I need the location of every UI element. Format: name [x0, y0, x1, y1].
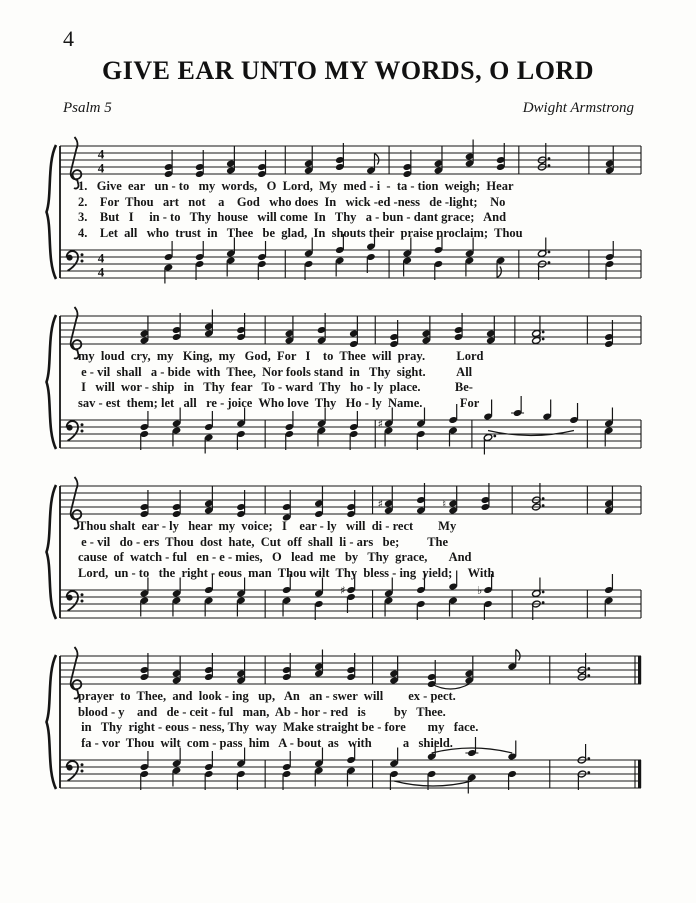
lyric-line-verse-2: 2. For Thou art not a God who does In wick -ed -ness de -light; No [78, 194, 506, 209]
lyrics-block-3 [78, 519, 495, 581]
lyric-line-verse-1: Thou shalt ear - ly hear my voice; I ear - ly will di - rect My [78, 519, 457, 533]
svg-text:♯: ♯ [377, 497, 383, 511]
hymn-title: GIVE EAR UNTO MY WORDS, O LORD [102, 56, 594, 85]
lyric-line-verse-2: e - vil do - ers Thou dost hate, Cut off shall li - ars be; The [78, 534, 449, 549]
lyric-line-verse-3: in Thy right - eous - ness, Thy way Make straight be - fore my face. [78, 720, 479, 735]
svg-text:♮: ♮ [442, 497, 447, 511]
lyrics-block-2 [78, 349, 483, 411]
lyrics-block-4 [78, 689, 478, 751]
music-system-4 [0, 642, 696, 802]
svg-text:4: 4 [97, 160, 105, 176]
lyric-line-verse-1: my loud cry, my King, my God, For I to Thee will pray. Lord [78, 349, 484, 363]
music-system-1 [0, 132, 696, 292]
lyric-line-verse-4: Lord, un - to the right - eous man Thou wilt Thy bless - ing yield; With [78, 565, 495, 580]
lyric-line-verse-4: fa - vor Thou wilt com - pass him A - bout as with a shield. [78, 735, 453, 750]
lyric-line-verse-4: sav - est them; let all re - joice Who love Thy Ho - ly Name. For [78, 395, 480, 410]
attribution-row [63, 100, 634, 117]
music-systems [0, 132, 696, 812]
composer-name: Dwight Armstrong [522, 100, 634, 116]
lyric-line-verse-2: blood - y and de - ceit - ful man, Ab - hor - red is by Thee. [78, 704, 446, 719]
lyric-line-verse-3: cause of watch - ful en - e - mies, O lead me by Thy grace, And [78, 550, 472, 565]
svg-text:♯: ♯ [340, 584, 346, 597]
svg-text:4: 4 [97, 264, 105, 280]
music-system-3 [0, 472, 696, 632]
lyric-line-verse-3: I will wor - ship in Thy fear To - ward Thy ho - ly place. Be- [78, 380, 473, 395]
svg-text:4: 4 [97, 250, 105, 266]
svg-text:♯: ♯ [377, 417, 383, 431]
lyric-line-verse-2: e - vil shall a - bide with Thee, Nor fools stand in Thy sight. All [78, 364, 473, 379]
svg-text:4: 4 [97, 146, 105, 162]
lyric-line-verse-4: 4. Let all who trust in Thee be glad, In shouts their praise proclaim; Thou [78, 225, 523, 240]
music-system-2 [0, 302, 696, 462]
scripture-reference: Psalm 5 [63, 100, 112, 116]
svg-text:♭: ♭ [477, 584, 483, 597]
lyric-line-verse-3: 3. But I in - to Thy house will come In Thy a - bun - dant grace; And [78, 210, 507, 225]
lyric-line-verse-1: 1. Give ear un - to my words, O Lord, My med - i - ta - tion weigh; Hear [78, 179, 514, 193]
page-number: 4 [63, 26, 74, 51]
lyric-line-verse-1: prayer to Thee, and look - ing up, An an - swer will ex - pect. [78, 689, 456, 703]
lyrics-block-1 [78, 179, 523, 241]
